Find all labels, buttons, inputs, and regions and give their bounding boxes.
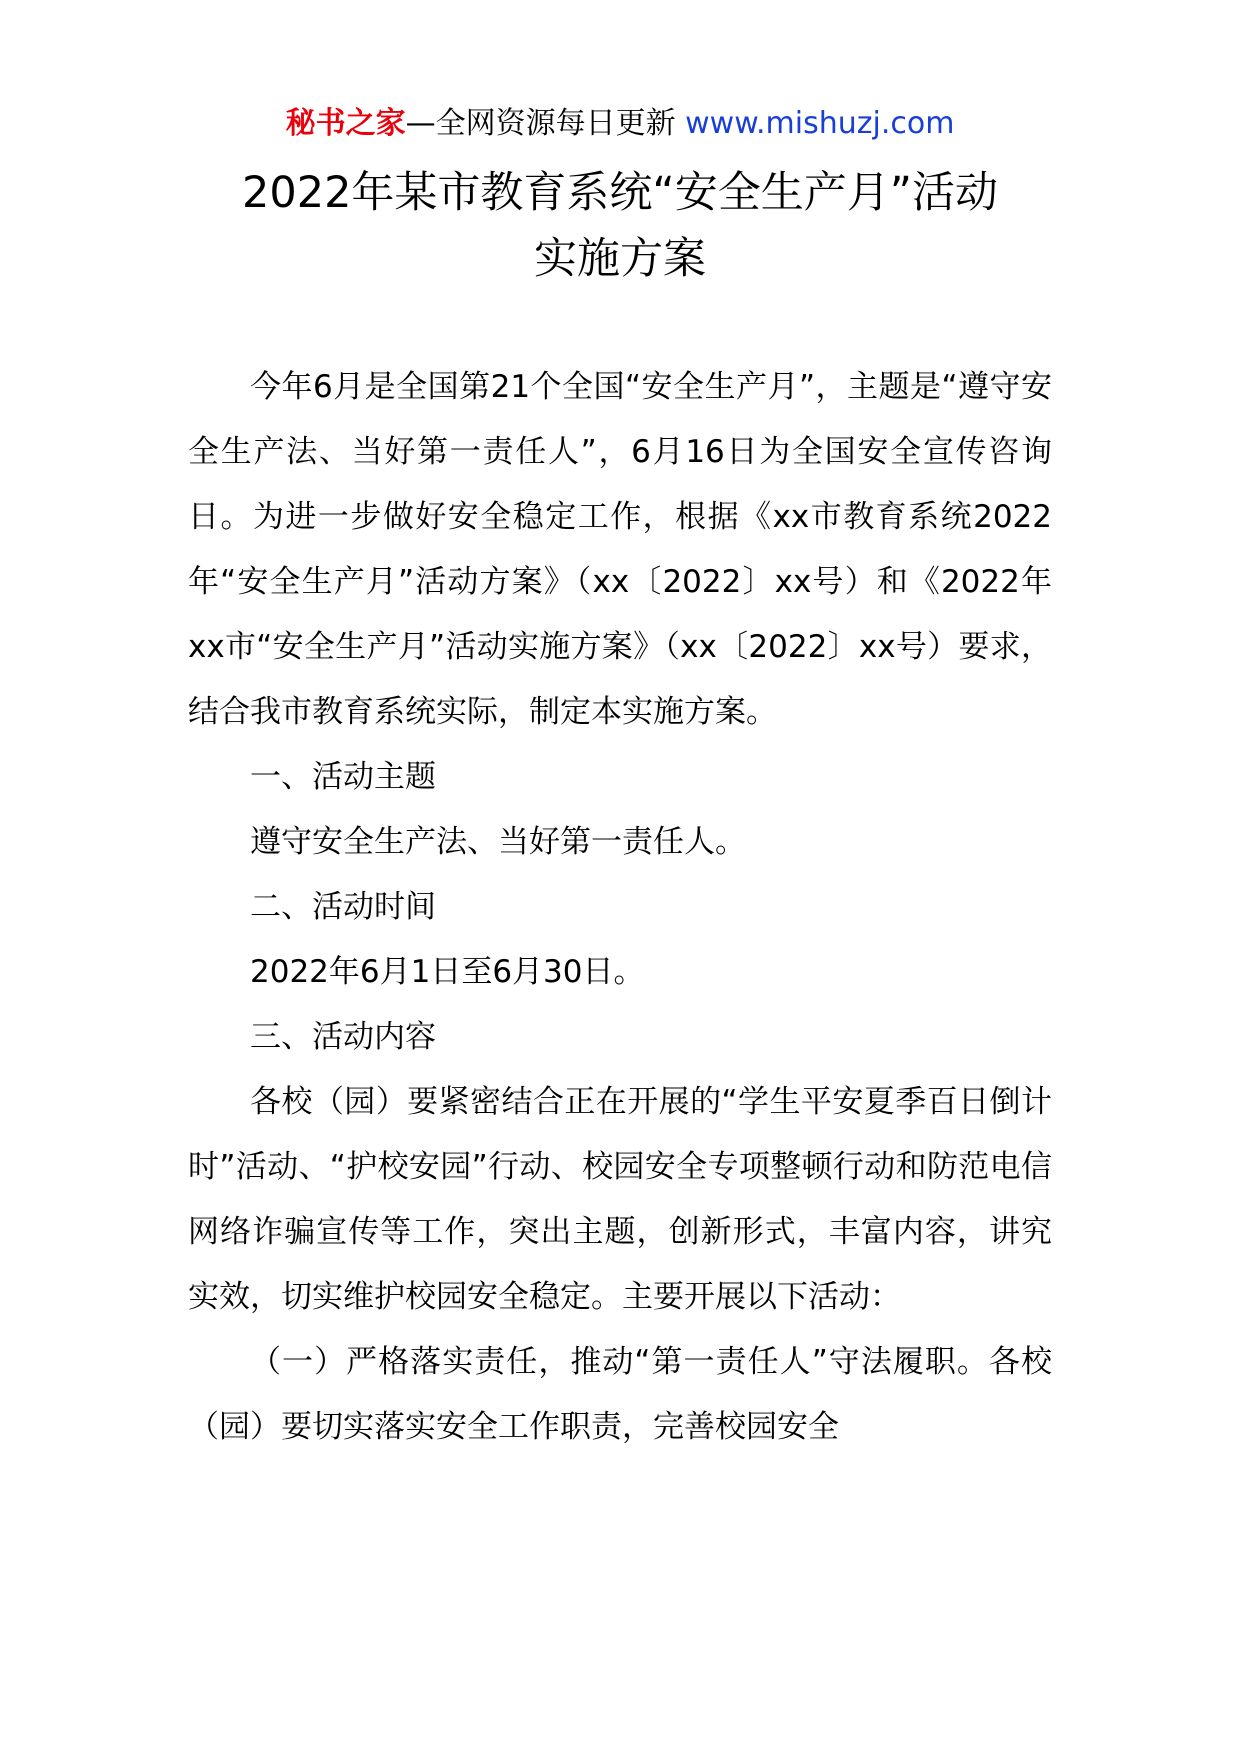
banner-tagline: —全网资源每日更新	[405, 106, 676, 141]
intro-paragraph: 今年6月是全国第21个全国“安全生产月”，主题是“遵守安全生产法、当好第一责任人”，6月16日为全国安全宣传咨询日。为进一步做好安全稳定工作，根据《xx市教育系统2022年“安全生产月”活动方案》（xx〔2022〕xx号）和《2022年xx市“安全生产月”活动实施方案》（xx〔2022〕xx号）要求，结合我市教育系统实际，制定本实施方案。	[188, 369, 1052, 730]
document-body	[188, 355, 1052, 1460]
site-banner	[0, 104, 1240, 144]
section-1-text: 遵守安全生产法、当好第一责任人。	[250, 824, 746, 860]
subsection-1-paragraph: （一）严格落实责任，推动“第一责任人”守法履职。各校（园）要切实落实安全工作职责，完善校园安全	[188, 1344, 1052, 1445]
brand-name: 秘书之家	[285, 106, 406, 141]
section-2-heading: 二、活动时间	[250, 889, 436, 925]
section-1-heading: 一、活动主题	[250, 759, 436, 795]
document-title	[0, 160, 1240, 292]
section-3-heading: 三、活动内容	[250, 1019, 436, 1055]
section-3-paragraph: 各校（园）要紧密结合正在开展的“学生平安夏季百日倒计时”活动、“护校安园”行动、校园安全专项整顿行动和防范电信网络诈骗宣传等工作，突出主题，创新形式，丰富内容，讲究实效，切实维护校园安全稳定。主要开展以下活动：	[188, 1084, 1052, 1315]
site-url-link[interactable]: www.mishuzj.com	[685, 106, 955, 141]
section-2-text: 2022年6月1日至6月30日。	[250, 954, 645, 990]
title-line-1: 2022年某市教育系统“安全生产月”活动	[242, 168, 998, 218]
title-line-2: 实施方案	[534, 234, 706, 284]
